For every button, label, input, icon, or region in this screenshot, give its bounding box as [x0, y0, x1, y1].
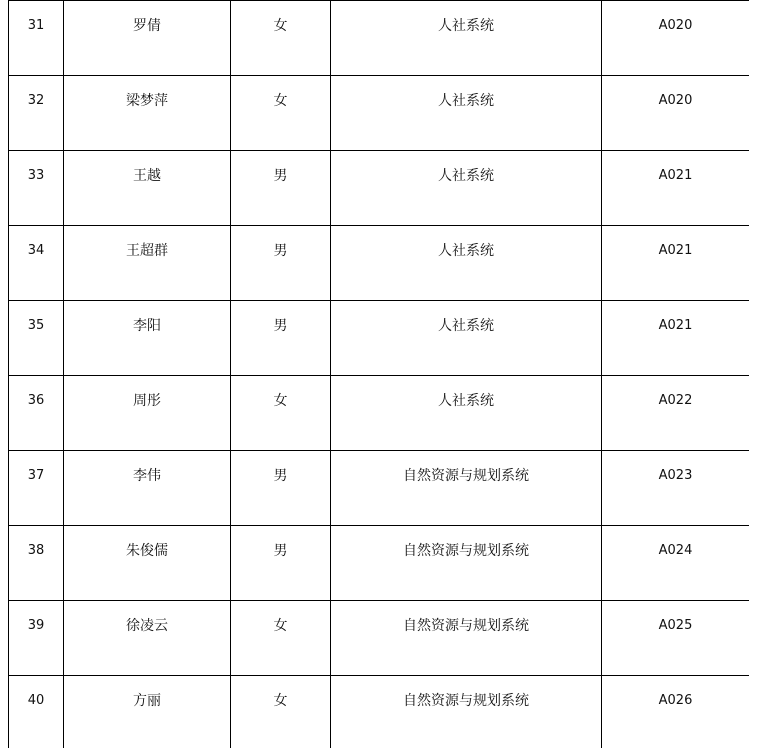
row-number-cell [9, 676, 64, 748]
system-cell [331, 226, 602, 301]
gender-text: 女 [273, 393, 288, 409]
position-code-cell [602, 301, 750, 376]
system-cell [331, 76, 602, 151]
name-cell [64, 676, 231, 748]
table-row [9, 676, 750, 748]
position-code-cell [602, 151, 750, 226]
name-cell [64, 376, 231, 451]
name-text: 罗倩 [133, 18, 161, 34]
name-cell [64, 151, 231, 226]
table-row [9, 226, 750, 301]
name-text: 梁梦萍 [126, 93, 168, 109]
row-number-cell [9, 151, 64, 226]
table-row [9, 376, 750, 451]
system-text: 人社系统 [438, 393, 494, 409]
system-text: 自然资源与规划系统 [403, 468, 529, 484]
position-code-text: A020 [658, 93, 693, 108]
position-code-cell [602, 451, 750, 526]
name-cell [64, 1, 231, 76]
name-cell [64, 301, 231, 376]
name-text: 朱俊儒 [126, 543, 168, 559]
name-text: 王超群 [126, 243, 168, 259]
gender-cell [231, 151, 331, 226]
position-code-cell [602, 76, 750, 151]
gender-text: 男 [273, 168, 288, 184]
row-number-text: 38 [27, 543, 45, 558]
name-text: 李伟 [133, 468, 161, 484]
gender-cell [231, 451, 331, 526]
gender-text: 女 [273, 18, 288, 34]
gender-text: 男 [273, 543, 288, 559]
table-row [9, 151, 750, 226]
gender-text: 女 [273, 618, 288, 634]
system-text: 自然资源与规划系统 [403, 543, 529, 559]
row-number-cell [9, 301, 64, 376]
row-number-cell [9, 226, 64, 301]
system-text: 人社系统 [438, 318, 494, 334]
system-text: 人社系统 [438, 243, 494, 259]
system-cell [331, 1, 602, 76]
table-body [9, 1, 750, 748]
system-cell [331, 151, 602, 226]
row-number-text: 31 [27, 18, 45, 33]
table-row [9, 301, 750, 376]
table-row [9, 76, 750, 151]
gender-cell [231, 76, 331, 151]
row-number-text: 35 [27, 318, 45, 333]
position-code-text: A021 [658, 168, 693, 183]
name-cell [64, 601, 231, 676]
position-code-cell [602, 526, 750, 601]
position-code-text: A023 [658, 468, 693, 483]
gender-cell [231, 526, 331, 601]
row-number-cell [9, 451, 64, 526]
row-number-cell [9, 1, 64, 76]
position-code-text: A024 [658, 543, 693, 558]
position-code-cell [602, 226, 750, 301]
name-text: 徐凌云 [126, 618, 168, 634]
row-number-cell [9, 601, 64, 676]
gender-cell [231, 301, 331, 376]
system-text: 人社系统 [438, 18, 494, 34]
table-row [9, 451, 750, 526]
system-cell [331, 676, 602, 748]
position-code-text: A021 [658, 318, 693, 333]
gender-text: 女 [273, 693, 288, 709]
name-cell [64, 451, 231, 526]
system-text: 自然资源与规划系统 [403, 693, 529, 709]
system-cell [331, 601, 602, 676]
system-cell [331, 451, 602, 526]
row-number-text: 40 [27, 693, 45, 708]
name-text: 周彤 [133, 393, 161, 409]
row-number-text: 34 [27, 243, 45, 258]
system-cell [331, 376, 602, 451]
row-number-cell [9, 526, 64, 601]
gender-text: 女 [273, 93, 288, 109]
gender-text: 男 [273, 243, 288, 259]
row-number-text: 39 [27, 618, 45, 633]
row-number-text: 33 [27, 168, 45, 183]
position-code-text: A026 [658, 693, 693, 708]
gender-cell [231, 226, 331, 301]
row-number-cell [9, 76, 64, 151]
name-text: 方丽 [133, 693, 161, 709]
gender-cell [231, 376, 331, 451]
position-code-text: A021 [658, 243, 693, 258]
gender-cell [231, 1, 331, 76]
table-row [9, 1, 750, 76]
name-cell [64, 226, 231, 301]
system-cell [331, 526, 602, 601]
table-row [9, 601, 750, 676]
gender-text: 男 [273, 468, 288, 484]
position-code-cell [602, 1, 750, 76]
system-text: 自然资源与规划系统 [403, 618, 529, 634]
system-text: 人社系统 [438, 93, 494, 109]
row-number-text: 37 [27, 468, 45, 483]
row-number-text: 32 [27, 93, 45, 108]
name-cell [64, 76, 231, 151]
position-code-cell [602, 376, 750, 451]
position-code-cell [602, 676, 750, 748]
roster-table [8, 0, 749, 748]
position-code-text: A020 [658, 18, 693, 33]
gender-text: 男 [273, 318, 288, 334]
system-text: 人社系统 [438, 168, 494, 184]
position-code-text: A022 [658, 393, 693, 408]
row-number-cell [9, 376, 64, 451]
name-cell [64, 526, 231, 601]
gender-cell [231, 601, 331, 676]
position-code-text: A025 [658, 618, 693, 633]
gender-cell [231, 676, 331, 748]
name-text: 王越 [133, 168, 161, 184]
table-row [9, 526, 750, 601]
name-text: 李阳 [133, 318, 161, 334]
row-number-text: 36 [27, 393, 45, 408]
roster-table-container [8, 0, 749, 748]
position-code-cell [602, 601, 750, 676]
system-cell [331, 301, 602, 376]
